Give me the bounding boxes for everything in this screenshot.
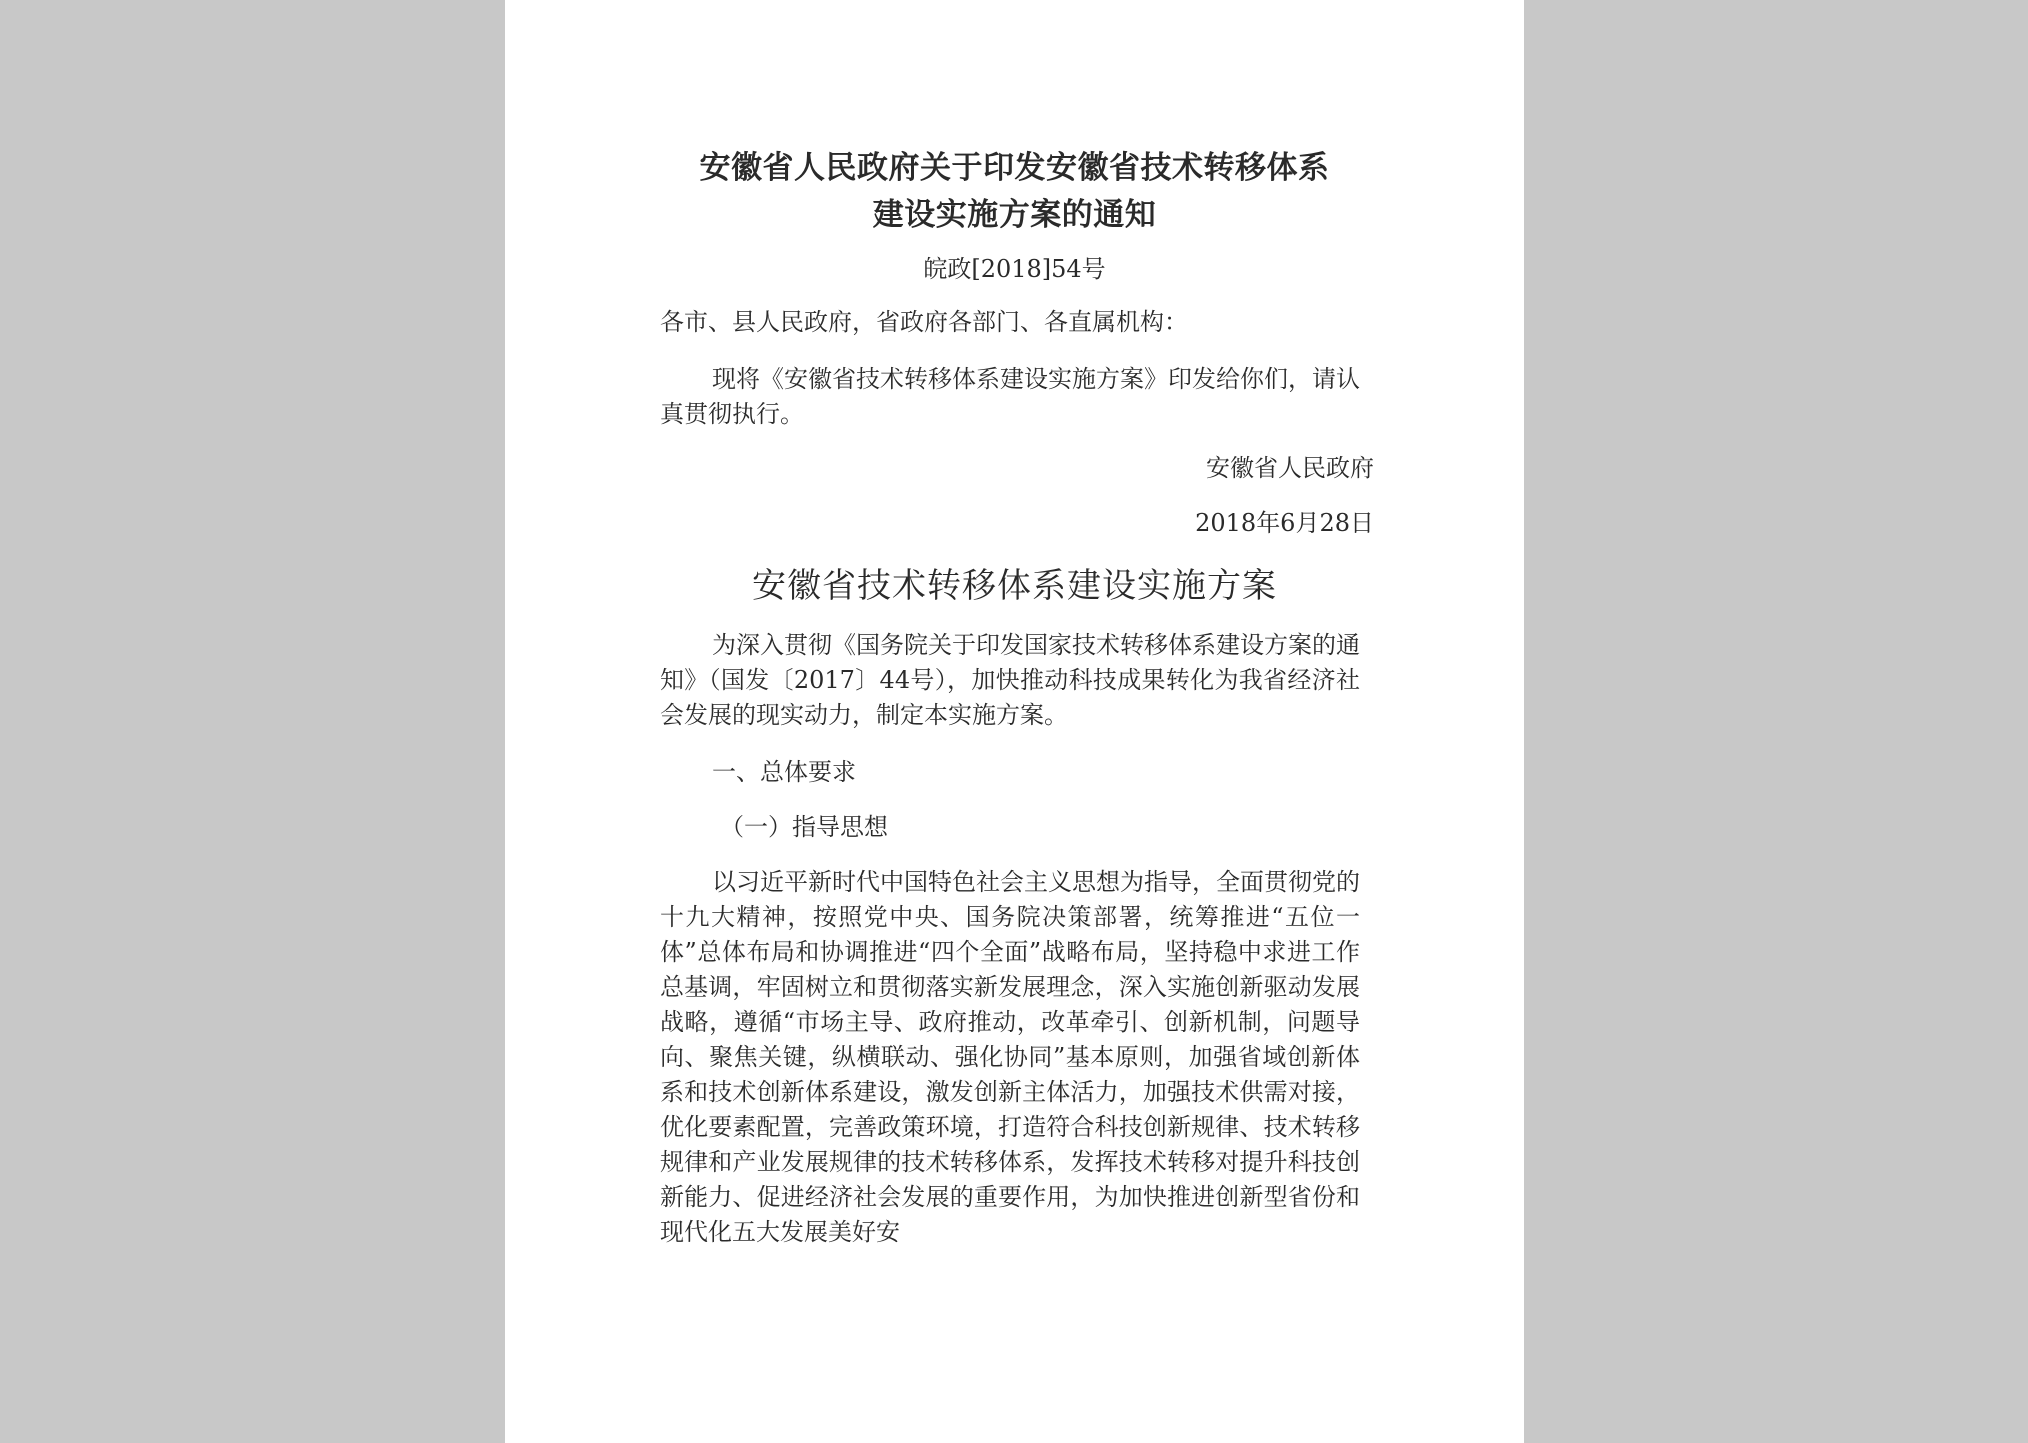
- document-page: [505, 0, 1524, 1443]
- document-title-line-2: 建设实施方案的通知: [872, 197, 1157, 233]
- intro-paragraph: 为深入贯彻《国务院关于印发国家技术转移体系建设方案的通知》（国发〔2017〕44号），加快推动科技成果转化为我省经济社会发展的现实动力，制定本实施方案。: [660, 631, 1360, 729]
- issuer-signature: 安徽省人民政府: [1206, 454, 1374, 482]
- addressee-line: 各市、县人民政府，省政府各部门、各直属机构：: [660, 308, 1188, 336]
- document-title: [505, 145, 1524, 239]
- notice-paragraph: 现将《安徽省技术转移体系建设实施方案》印发给你们，请认真贯彻执行。: [660, 365, 1360, 428]
- guiding-principle-paragraph: 以习近平新时代中国特色社会主义思想为指导，全面贯彻党的十九大精神，按照党中央、国务院决策部署，统筹推进“五位一体”总体布局和协调推进“四个全面”战略布局，坚持稳中求进工作总基调，牢固树立和贯彻落实新发展理念，深入实施创新驱动发展战略，遵循“市场主导、政府推动，改革牵引、创新机制，问题导向、聚焦关键，纵横联动、强化协同”基本原则，加强省域创新体系和技术创新体系建设，激发创新主体活力，加强技术供需对接，优化要素配置，完善政策环境，打造符合科技创新规律、技术转移规律和产业发展规律的技术转移体系，发挥技术转移对提升科技创新能力、促进经济社会发展的重要作用，为加快推进创新型省份和现代化五大发展美好安: [660, 868, 1360, 1246]
- document-title-line-1: 安徽省人民政府关于印发安徽省技术转移体系: [699, 150, 1330, 186]
- issue-date: 2018年6月28日: [1195, 509, 1374, 537]
- plan-title: 安徽省技术转移体系建设实施方案: [752, 566, 1277, 606]
- document-number: 皖政[2018]54号: [923, 255, 1106, 283]
- subsection-heading: （一）指导思想: [720, 813, 888, 841]
- section-heading: 一、总体要求: [712, 758, 856, 786]
